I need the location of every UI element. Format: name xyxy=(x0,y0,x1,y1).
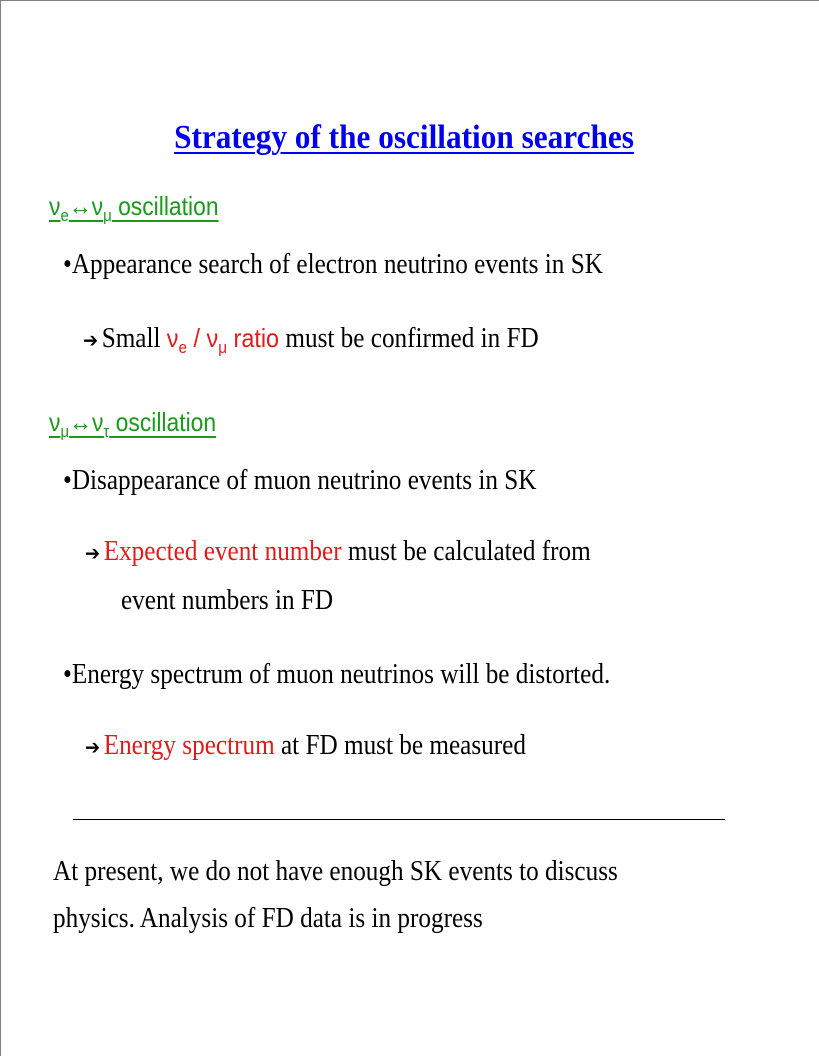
section-heading-numu-nutau xyxy=(49,407,216,442)
text: must be confirmed in FD xyxy=(279,323,539,354)
subscript: μ xyxy=(60,422,70,441)
subscript: e xyxy=(178,338,188,357)
text: Small xyxy=(101,323,167,354)
arrow-right-icon: ➔ xyxy=(85,541,101,565)
subscript: μ xyxy=(218,338,228,357)
arrow-right-icon: ➔ xyxy=(85,735,101,759)
text: at FD must be measured xyxy=(274,730,526,761)
bullet-energy-spectrum: •Energy spectrum of muon neutrinos will be distorted. xyxy=(63,659,611,690)
double-arrow-icon: ↔ xyxy=(68,191,92,221)
nu-symbol: ν xyxy=(91,191,104,221)
divider xyxy=(73,819,725,820)
bullet-appearance-search: •Appearance search of electron neutrino events in SK xyxy=(63,249,603,280)
nu-symbol: ν xyxy=(49,191,61,221)
arrow-line-ratio xyxy=(83,323,539,358)
text: must be calculated from xyxy=(341,536,591,567)
energy-highlight: Energy spectrum xyxy=(103,730,275,761)
section-heading-nue-numu xyxy=(49,191,219,226)
nu-symbol: ν xyxy=(49,407,61,437)
slash: / xyxy=(187,323,207,353)
nu-symbol: ν xyxy=(166,323,179,353)
slide-title: Strategy of the oscillation searches xyxy=(174,119,634,156)
heading-text: oscillation xyxy=(111,191,219,221)
arrow-right-icon: ➔ xyxy=(83,328,99,352)
subscript: e xyxy=(60,206,69,225)
ratio-highlight xyxy=(166,323,280,357)
double-arrow-icon: ↔ xyxy=(69,407,92,437)
arrow-line-energy xyxy=(85,730,526,762)
subscript: τ xyxy=(103,422,110,441)
footer-line-1: At present, we do not have enough SK events to discuss xyxy=(53,856,618,887)
arrow-line-expected-cont: event numbers in FD xyxy=(121,585,334,616)
nu-symbol: ν xyxy=(206,323,219,353)
subscript: μ xyxy=(103,206,112,225)
nu-symbol: ν xyxy=(91,407,104,437)
ratio-word: ratio xyxy=(227,323,280,353)
footer-line-2: physics. Analysis of FD data is in progress xyxy=(53,903,483,934)
arrow-line-expected xyxy=(85,536,591,568)
expected-highlight: Expected event number xyxy=(103,536,342,567)
heading-text: oscillation xyxy=(109,407,217,437)
bullet-disappearance: •Disappearance of muon neutrino events in SK xyxy=(63,465,537,496)
